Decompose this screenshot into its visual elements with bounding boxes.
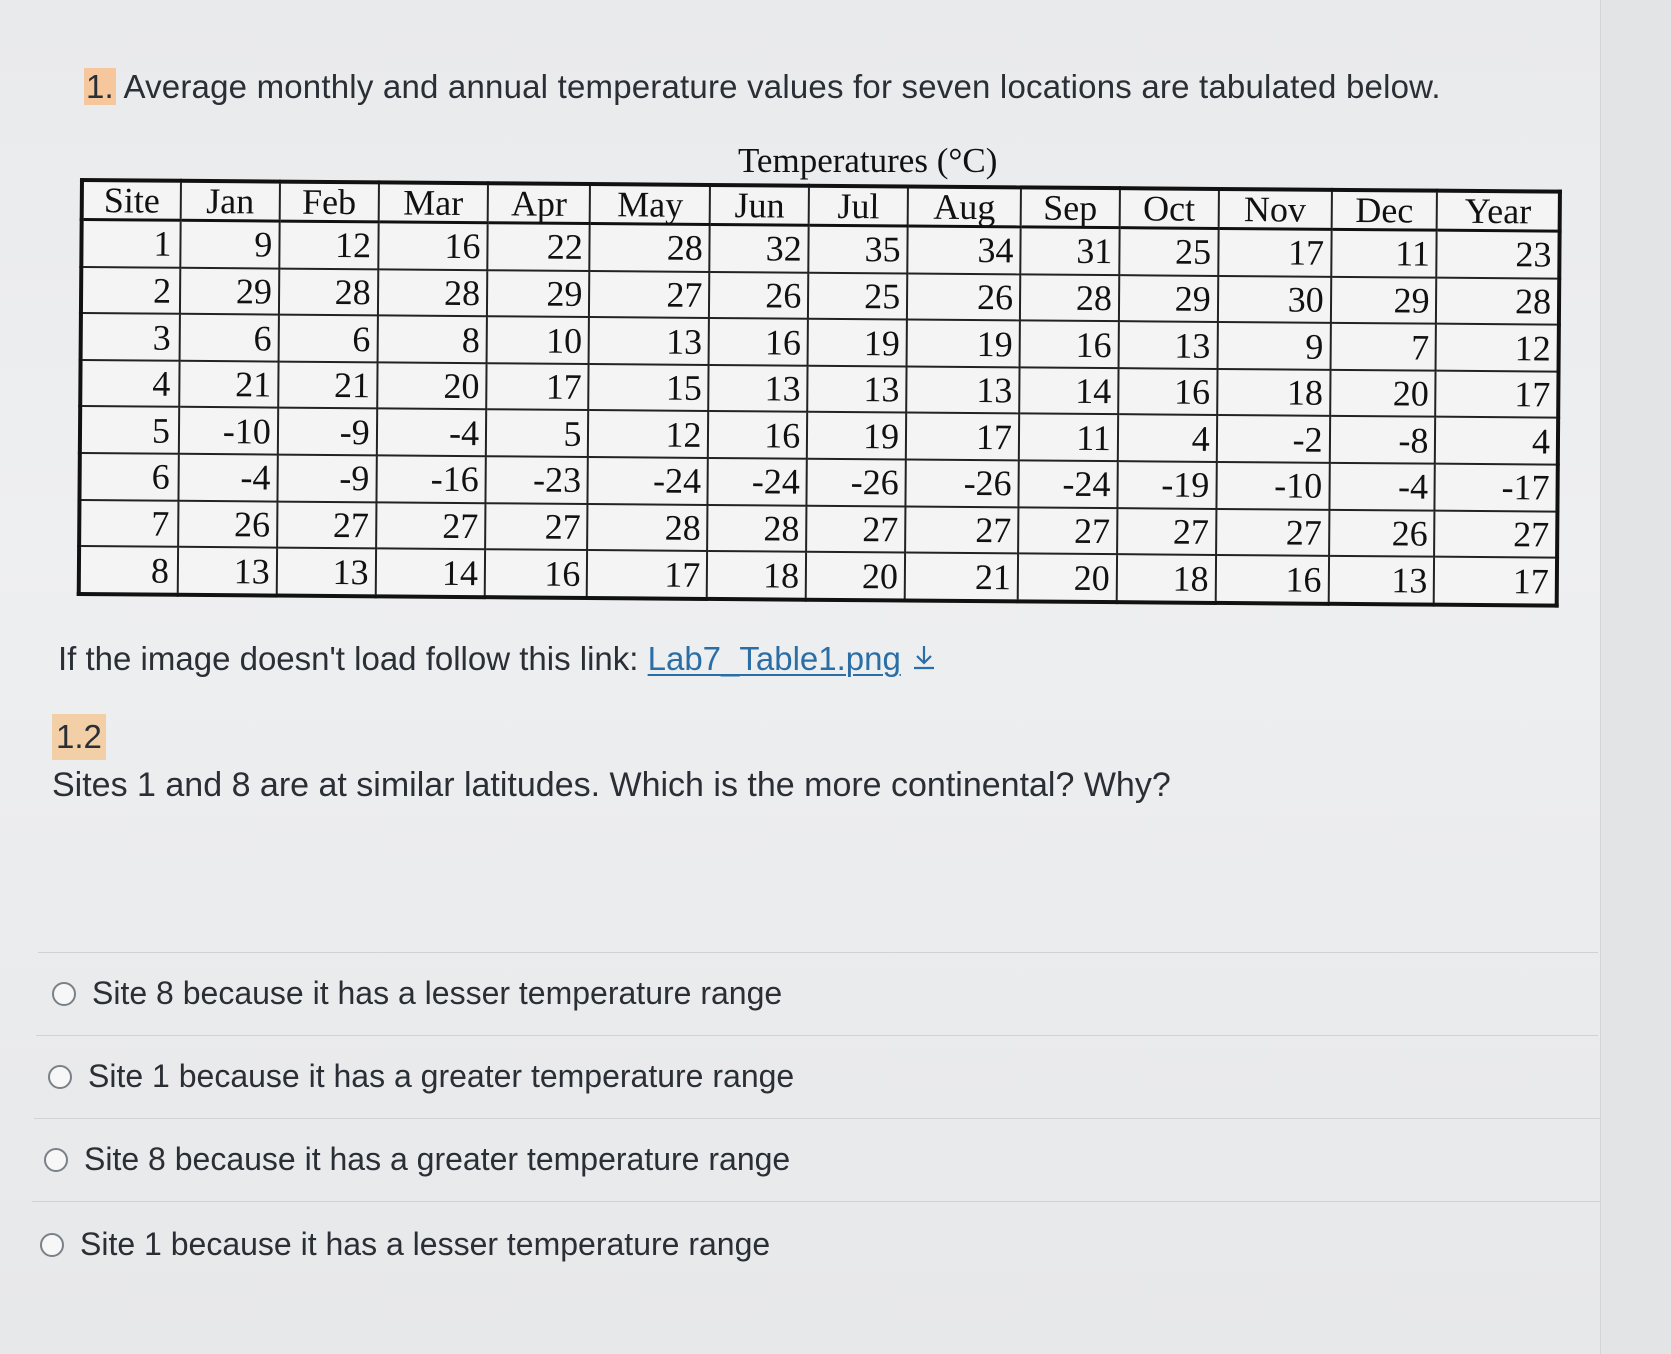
temperature-cell: 20 bbox=[806, 552, 905, 601]
site-cell: 3 bbox=[81, 313, 180, 360]
temperature-cell: 20 bbox=[1018, 554, 1117, 603]
temperature-cell: 11 bbox=[1019, 414, 1118, 461]
temperature-cell: 16 bbox=[709, 318, 808, 365]
temperature-cell: -2 bbox=[1216, 415, 1329, 462]
temperature-cell: 19 bbox=[808, 319, 907, 366]
temperature-cell: 16 bbox=[1215, 555, 1328, 604]
temperature-cell: -9 bbox=[278, 408, 377, 455]
temperature-cell: 27 bbox=[1018, 507, 1117, 554]
temperature-cell: 28 bbox=[279, 268, 378, 315]
temperature-cell: 27 bbox=[376, 502, 486, 549]
temperature-cell: 18 bbox=[707, 551, 806, 600]
radio-button[interactable] bbox=[40, 1233, 64, 1257]
site-cell: 1 bbox=[81, 220, 180, 268]
question-prompt: Sites 1 and 8 are at similar latitudes. Which is the more continental? Why? bbox=[52, 766, 1171, 804]
temperature-cell: -24 bbox=[588, 457, 708, 505]
answer-option[interactable] bbox=[44, 1141, 790, 1178]
temperature-cell: 29 bbox=[1119, 275, 1218, 322]
column-header: Jan bbox=[181, 181, 280, 221]
image-download-link[interactable]: Lab7_Table1.png bbox=[647, 640, 901, 677]
option-label[interactable]: Site 1 because it has a lesser temperature range bbox=[80, 1226, 771, 1262]
temperature-cell: 31 bbox=[1020, 227, 1119, 275]
site-cell: 4 bbox=[80, 360, 179, 407]
temperature-cell: 21 bbox=[905, 553, 1018, 602]
column-header: Aug bbox=[908, 187, 1021, 227]
temperature-cell: 16 bbox=[708, 411, 807, 458]
temperature-cell: 17 bbox=[1434, 557, 1557, 606]
question-header bbox=[84, 68, 1441, 106]
temperature-cell: 18 bbox=[1217, 369, 1330, 416]
temperature-cell: 12 bbox=[1436, 324, 1559, 372]
temperature-cell: 23 bbox=[1437, 230, 1560, 278]
temperature-cell: 7 bbox=[1330, 323, 1436, 370]
temperature-cell: -16 bbox=[376, 455, 486, 502]
answer-option[interactable] bbox=[52, 975, 782, 1012]
temperature-cell: 22 bbox=[487, 223, 590, 271]
column-header: Sep bbox=[1021, 187, 1120, 227]
temperature-cell: -4 bbox=[1329, 463, 1435, 510]
temperature-cell: 20 bbox=[1330, 370, 1436, 417]
question-text: Average monthly and annual temperature values for seven locations are tabulated below. bbox=[123, 68, 1441, 105]
divider bbox=[34, 1118, 1600, 1119]
temperature-table bbox=[77, 178, 1562, 608]
temperature-cell: 10 bbox=[487, 316, 590, 363]
temperature-cell: 19 bbox=[907, 320, 1020, 367]
temperature-cell: 17 bbox=[1218, 228, 1331, 276]
scroll-gutter bbox=[1600, 0, 1671, 1354]
column-header: Feb bbox=[279, 182, 378, 222]
temperature-cell: 16 bbox=[1118, 368, 1217, 415]
temperature-cell: 32 bbox=[710, 224, 809, 272]
temperature-cell: 9 bbox=[180, 220, 279, 268]
temperature-cell: -19 bbox=[1117, 461, 1216, 508]
link-prefix: If the image doesn't load follow this link: bbox=[58, 640, 648, 677]
download-arrow-icon[interactable] bbox=[909, 642, 939, 680]
divider bbox=[36, 1035, 1598, 1036]
temperature-cell: 21 bbox=[179, 361, 278, 408]
temperature-cell: -26 bbox=[807, 459, 906, 506]
temperature-cell: -10 bbox=[1216, 462, 1329, 509]
temperature-cell: -4 bbox=[178, 454, 277, 501]
temperature-cell: 4 bbox=[1118, 415, 1217, 462]
temperature-cell: 28 bbox=[587, 504, 707, 552]
temperature-cell: 27 bbox=[277, 501, 376, 548]
temperature-cell: 27 bbox=[1216, 509, 1329, 556]
temperature-cell: 28 bbox=[1020, 274, 1119, 321]
temperature-cell: 21 bbox=[278, 361, 377, 408]
temperature-cell: 28 bbox=[590, 224, 710, 272]
temperature-cell: -9 bbox=[277, 455, 376, 502]
temperature-cell: 35 bbox=[809, 225, 908, 273]
temperature-cell: -4 bbox=[376, 409, 486, 456]
temperature-cell: -24 bbox=[1018, 460, 1117, 507]
temperature-cell: 11 bbox=[1331, 229, 1437, 277]
temperature-cell: 16 bbox=[1020, 321, 1119, 368]
temperature-cell: 28 bbox=[378, 269, 488, 316]
temperature-cell: 25 bbox=[1119, 228, 1218, 276]
column-header: Jun bbox=[710, 185, 809, 225]
temperature-cell: 27 bbox=[485, 503, 588, 550]
fallback-link-line bbox=[58, 640, 939, 680]
temperature-cell: -17 bbox=[1435, 464, 1558, 512]
table-title: Temperatures (°C) bbox=[738, 141, 998, 180]
site-cell: 8 bbox=[79, 546, 178, 595]
temperature-cell: -24 bbox=[708, 458, 807, 505]
column-header: Oct bbox=[1120, 188, 1219, 228]
temperature-cell: 25 bbox=[808, 272, 907, 319]
radio-button[interactable] bbox=[44, 1148, 68, 1172]
site-cell: 6 bbox=[79, 453, 178, 500]
site-cell: 5 bbox=[80, 406, 179, 453]
temperature-cell: 16 bbox=[485, 549, 588, 598]
temperature-cell: 5 bbox=[486, 410, 589, 457]
temperature-cell: 29 bbox=[180, 267, 279, 314]
temperature-cell: 8 bbox=[377, 316, 487, 363]
temperature-cell: 26 bbox=[178, 500, 277, 547]
answer-option[interactable] bbox=[48, 1058, 794, 1095]
temperature-cell: 29 bbox=[1331, 277, 1437, 324]
table-body bbox=[79, 220, 1560, 606]
temperature-cell: 27 bbox=[905, 506, 1018, 553]
temperature-cell: 15 bbox=[589, 364, 709, 412]
temperature-cell: 16 bbox=[378, 222, 488, 270]
temperature-cell: 17 bbox=[486, 363, 589, 410]
temperature-cell: 17 bbox=[1436, 370, 1559, 418]
temperature-cell: 27 bbox=[589, 271, 709, 319]
temperature-cell: 20 bbox=[377, 362, 487, 409]
temperature-cell: 13 bbox=[178, 547, 277, 596]
temperature-cell: 12 bbox=[279, 221, 378, 269]
temperature-cell: 28 bbox=[708, 505, 807, 552]
temperature-cell: -23 bbox=[486, 456, 589, 503]
temperature-cell: 13 bbox=[906, 366, 1019, 413]
question-number: 1. bbox=[86, 68, 114, 105]
temperature-cell: 29 bbox=[487, 270, 590, 317]
temperature-cell: 13 bbox=[1328, 556, 1434, 605]
temperature-cell: -8 bbox=[1329, 416, 1435, 463]
temperature-cell: 13 bbox=[277, 548, 376, 597]
site-cell: 2 bbox=[81, 267, 180, 314]
divider bbox=[38, 952, 1598, 953]
temperature-cell: 19 bbox=[807, 412, 906, 459]
column-header: Nov bbox=[1218, 189, 1331, 229]
temperature-cell: 27 bbox=[806, 505, 905, 552]
temperature-cell: 9 bbox=[1217, 322, 1330, 369]
divider bbox=[32, 1201, 1600, 1202]
temperature-cell: 17 bbox=[587, 550, 707, 599]
column-header: Site bbox=[82, 180, 181, 220]
temperature-cell: 6 bbox=[180, 314, 279, 361]
temperature-cell: 18 bbox=[1117, 554, 1216, 603]
column-header: Apr bbox=[488, 183, 591, 223]
option-label[interactable]: Site 1 because it has a greater temperature range bbox=[88, 1058, 795, 1094]
temperature-cell: 13 bbox=[709, 365, 808, 412]
column-header: Jul bbox=[809, 186, 908, 226]
column-header: Year bbox=[1437, 191, 1560, 231]
column-header: Mar bbox=[378, 182, 488, 222]
site-cell: 7 bbox=[79, 500, 178, 547]
temperature-cell: 34 bbox=[907, 226, 1020, 274]
temperature-cell: 14 bbox=[1019, 367, 1118, 414]
radio-button[interactable] bbox=[52, 982, 76, 1006]
option-label[interactable]: Site 8 because it has a greater temperature range bbox=[84, 1141, 791, 1177]
option-label[interactable]: Site 8 because it has a lesser temperature range bbox=[92, 975, 783, 1011]
temperature-cell: -26 bbox=[906, 459, 1019, 506]
table-row bbox=[79, 546, 1557, 605]
column-header: May bbox=[590, 184, 710, 224]
column-header: Dec bbox=[1331, 190, 1437, 230]
radio-button[interactable] bbox=[48, 1065, 72, 1089]
temperature-cell: 27 bbox=[1435, 510, 1558, 558]
temperature-cell: 13 bbox=[807, 366, 906, 413]
temperature-cell: 6 bbox=[278, 315, 377, 362]
temperature-cell: 13 bbox=[589, 317, 709, 365]
temperature-cell: 28 bbox=[1436, 277, 1559, 325]
temperature-cell: 30 bbox=[1218, 276, 1331, 323]
subquestion-number: 1.2 bbox=[52, 714, 106, 760]
temperature-cell: 14 bbox=[375, 548, 485, 597]
temperature-cell: 13 bbox=[1118, 321, 1217, 368]
temperature-cell: -10 bbox=[179, 407, 278, 454]
temperature-cell: 26 bbox=[907, 273, 1020, 320]
temperature-cell: 12 bbox=[588, 410, 708, 458]
temperature-cell: 27 bbox=[1117, 508, 1216, 555]
answer-option[interactable] bbox=[40, 1226, 770, 1263]
temperature-cell: 26 bbox=[1329, 509, 1435, 556]
temperature-cell: 4 bbox=[1435, 417, 1558, 465]
temperature-cell: 26 bbox=[709, 272, 808, 319]
temperature-cell: 17 bbox=[906, 413, 1019, 460]
